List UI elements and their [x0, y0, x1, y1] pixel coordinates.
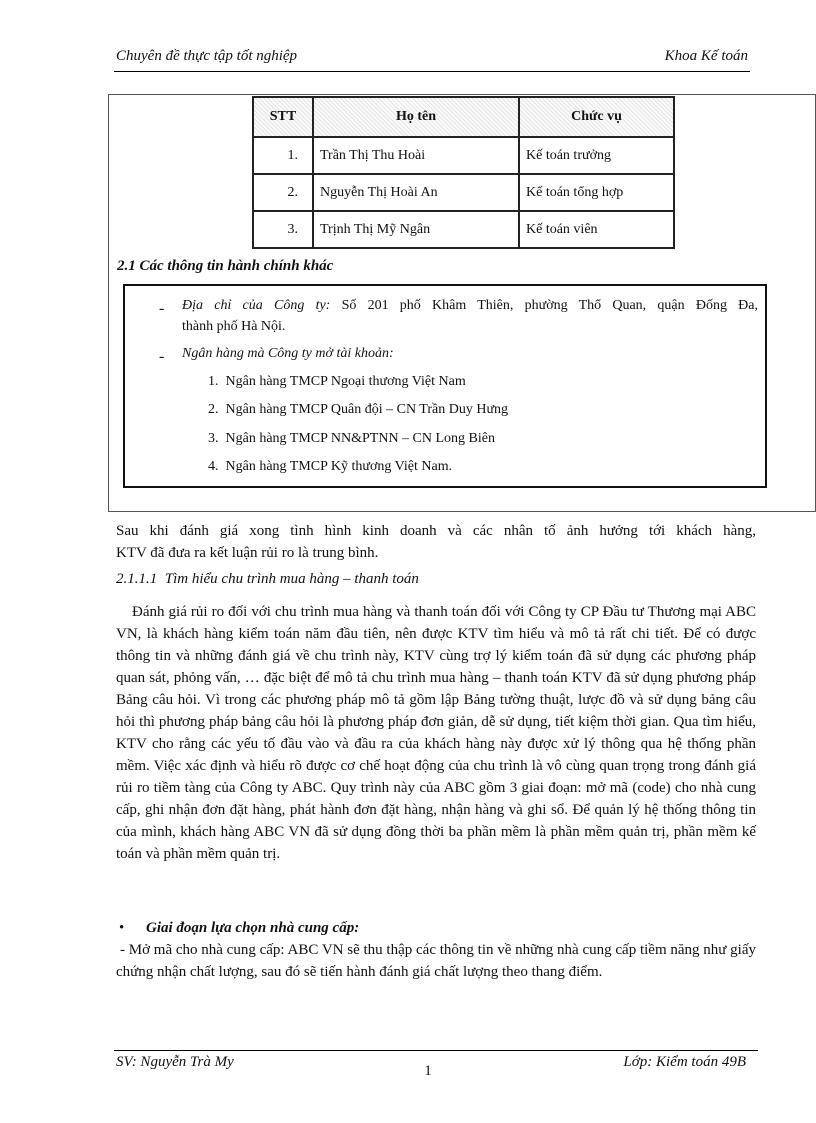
conclusion-paragraph: [116, 520, 756, 564]
cell-role: Kế toán viên: [519, 211, 674, 248]
subsection-title: 2.1.1.1 Tìm hiểu chu trình mua hàng – thanh toán: [116, 571, 419, 587]
column-header-stt: STT: [253, 97, 313, 137]
section-title: 2.1 Các thông tin hành chính khác: [117, 258, 334, 274]
footer-right: Lớp: Kiểm toán 49B: [623, 1054, 746, 1070]
address-line: [182, 298, 758, 314]
bank-label: Ngân hàng mà Công ty mở tài khoản:: [182, 346, 394, 361]
conclusion-line-2: KTV đã đưa ra kết luận rủi ro là trung bình.: [116, 545, 379, 561]
bank-item: 2. Ngân hàng TMCP Quân đội – CN Trần Duy Hưng: [208, 402, 509, 417]
footer-left: SV: Nguyễn Trà My: [116, 1054, 234, 1070]
header-right: Khoa Kế toán: [664, 48, 748, 64]
cell-name: Trần Thị Thu Hoài: [313, 137, 519, 174]
bank-item: 1. Ngân hàng TMCP Ngoại thương Việt Nam: [208, 374, 466, 389]
address-label: Địa chỉ của Công ty:: [182, 298, 331, 313]
footer-divider: [114, 1050, 758, 1051]
bullet-marker: •: [119, 920, 125, 936]
header-divider: [114, 71, 750, 72]
cell-stt: 3.: [253, 211, 313, 248]
page-number: 1: [424, 1063, 432, 1079]
table-row: [253, 211, 674, 248]
address-text: Số 201 phố Khâm Thiên, phường Thổ Quan, quận Đống Đa,: [330, 298, 759, 313]
bank-item: 3. Ngân hàng TMCP NN&PTNN – CN Long Biên: [208, 431, 495, 446]
dash-marker: -: [159, 300, 165, 317]
cell-name: Nguyễn Thị Hoài An: [313, 174, 519, 211]
cell-stt: 2.: [253, 174, 313, 211]
address-continuation: thành phố Hà Nội.: [182, 319, 286, 334]
cell-name: Trịnh Thị Mỹ Ngân: [313, 211, 519, 248]
cell-stt: 1.: [253, 137, 313, 174]
stage-title: Giai đoạn lựa chọn nhà cung cấp:: [146, 920, 360, 936]
bank-item: 4. Ngân hàng TMCP Kỹ thương Việt Nam.: [208, 459, 453, 474]
cell-role: Kế toán trưởng: [519, 137, 674, 174]
conclusion-line-1: Sau khi đánh giá xong tình hình kinh doanh và các nhân tố ảnh hưởng tới khách hàng,: [116, 523, 756, 539]
column-header-name: Họ tên: [313, 97, 519, 137]
staff-table: [252, 96, 675, 249]
table-row: [253, 137, 674, 174]
admin-info-box: [123, 284, 767, 488]
header-left: Chuyên đề thực tập tốt nghiệp: [116, 48, 298, 64]
cell-role: Kế toán tổng hợp: [519, 174, 674, 211]
main-paragraph: Đánh giá rủi ro đối với chu trình mua hàng và thanh toán đối với Công ty CP Đầu tư Thương mại ABC VN, là khách hàng kiểm toán năm đầu tiên, nên được KTV tìm hiểu và mô tả rất chi tiết. Để có được thông tin và những đánh giá về chu trình này, KTV cùng trợ lý kiểm toán đã sử dụng các phương pháp quan sát, phỏng vấn, … đặc biệt để mô tả chu trình mua hàng – thanh toán KTV đã sử dụng phương pháp Bảng câu hỏi. Vì trong các phương pháp mô tả gồm lập Bảng tường thuật, lược đồ và sử dụng bảng câu hỏi thì phương pháp bảng câu hỏi là phương pháp đơn giản, dễ sử dụng, tiết kiệm thời gian. Qua tìm hiểu, KTV cho rằng các yếu tố đầu vào và đầu ra của khách hàng này được xử lý thông qua hệ thống phần mềm. Việc xác định và hiểu rõ được cơ chế hoạt động của chu trình là vô cùng quan trọng trong đánh giá rủi ro tiềm tàng của Công ty ABC. Quy trình này của ABC gồm 3 giai đoạn: mở mã (code) cho nhà cung cấp, ghi nhận đơn đặt hàng, phát hành đơn đặt hàng, nhận hàng và ghi sổ. Để quản lý hệ thống thông tin của mình, khách hàng ABC VN đã sử dụng đồng thời ba phần mềm là phần mềm quản trị, phần mềm kế toán và phần mềm quản trị.: [116, 604, 756, 862]
dash-marker: -: [159, 348, 165, 365]
table-row: [253, 174, 674, 211]
stage-paragraph: - Mở mã cho nhà cung cấp: ABC VN sẽ thu thập các thông tin về những nhà cung cấp tiềm năng như giấy chứng nhận chất lượng, sau đó sẽ tiến hành đánh giá chất lượng theo thang điểm.: [116, 942, 756, 980]
column-header-role: Chức vụ: [519, 97, 674, 137]
table-header-row: [253, 97, 674, 137]
